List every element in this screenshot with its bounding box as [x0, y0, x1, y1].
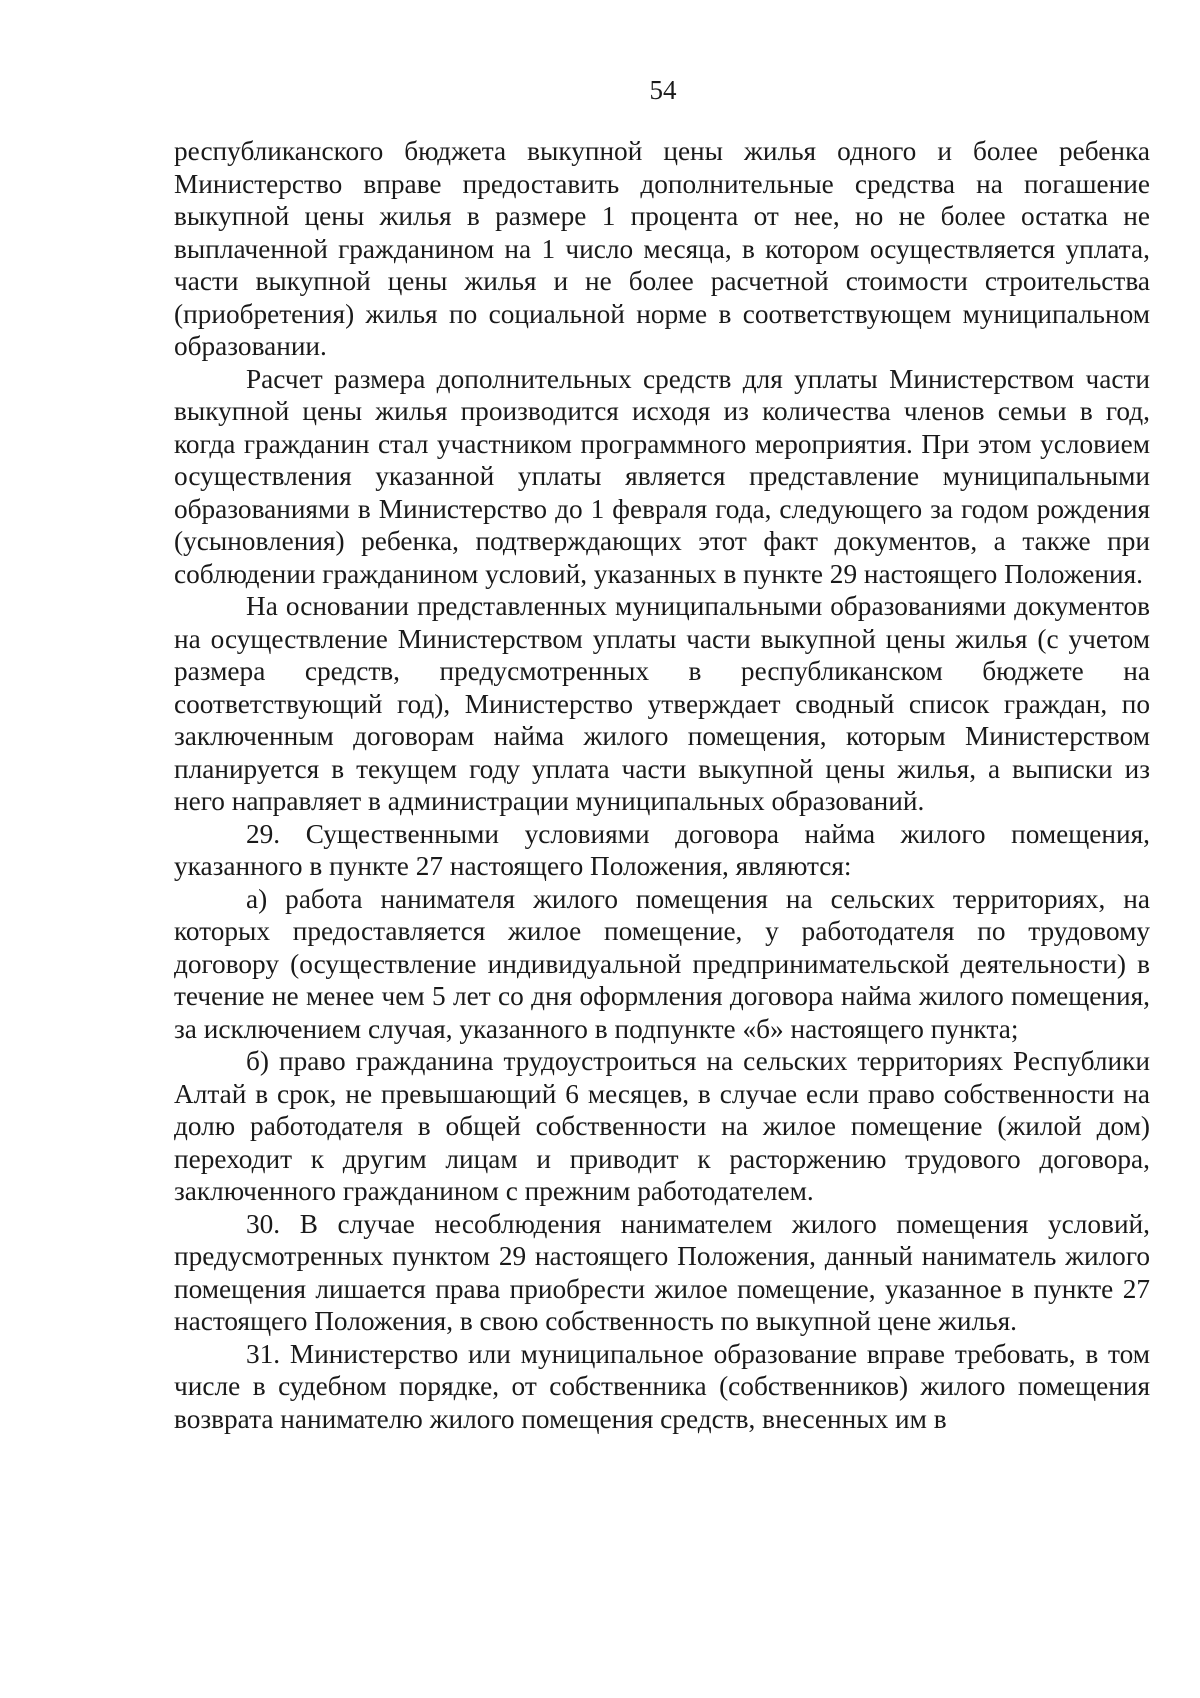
paragraph-clause-29: 29. Существенными условиями договора найма жилого помещения, указанного в пункте 27 настоящего Положения, являются:: [174, 818, 1150, 881]
paragraph-clause-29-b: б) право гражданина трудоустроиться на сельских территориях Республики Алтай в срок, не превышающий 6 месяцев, в случае если право собственности на долю работодателя в общей собственности на жилое помещение (жилой дом) переходит к другим лицам и приводит к расторжению трудового договора, заключенного гражданином с прежним работодателем.: [174, 1046, 1150, 1206]
page-number: 54: [649, 75, 677, 105]
document-body: [174, 135, 1150, 1435]
paragraph-clause-29-a: а) работа нанимателя жилого помещения на сельских территориях, на которых предоставляется жилое помещение, у работодателя по трудовому договору (осуществление индивидуальной предпринимательской деятельности) в течение не менее чем 5 лет со дня оформления договора найма жилого помещения, за исключением случая, указанного в подпункте «б» настоящего пункта;: [174, 883, 1150, 1044]
paragraph-calculation: Расчет размера дополнительных средств для уплаты Министерством части выкупной цены жилья производится исходя из количества членов семьи в год, когда гражданин стал участником программного мероприятия. При этом условием осуществления указанной уплаты является представление муниципальными образованиями в Министерство до 1 февраля года, следующего за годом рождения (усыновления) ребенка, подтверждающих этот факт документов, а также при соблюдении гражданином условий, указанных в пункте 29 настоящего Положения.: [174, 363, 1150, 589]
paragraph-clause-30: 30. В случае несоблюдения нанимателем жилого помещения условий, предусмотренных пунктом 29 настоящего Положения, данный наниматель жилого помещения лишается права приобрести жилое помещение, указанное в пункте 27 настоящего Положения, в свою собственность по выкупной цене жилья.: [174, 1208, 1150, 1336]
paragraph-continuation: республиканского бюджета выкупной цены жилья одного и более ребенка Министерство вправе предоставить дополнительные средства на погашение выкупной цены жилья в размере 1 процента от нее, но не более остатка не выплаченной гражданином на 1 число месяца, в котором осуществляется уплата, части выкупной цены жилья и не более расчетной стоимости строительства (приобретения) жилья по социальной норме в соответствующем муниципальном образовании.: [174, 136, 1150, 361]
paragraph-basis: На основании представленных муниципальными образованиями документов на осуществление Министерством уплаты части выкупной цены жилья (с учетом размера средств, предусмотренных в республиканском бюджете на соответствующий год), Министерство утверждает сводный список граждан, по заключенным договорам найма жилого помещения, которым Министерством планируется в текущем году уплата части выкупной цены жилья, а выписки из него направляет в администрации муниципальных образований.: [174, 591, 1150, 816]
paragraph-clause-31: 31. Министерство или муниципальное образование вправе требовать, в том числе в судебном порядке, от собственника (собственников) жилого помещения возврата нанимателю жилого помещения средств, внесенных им в: [174, 1338, 1150, 1434]
